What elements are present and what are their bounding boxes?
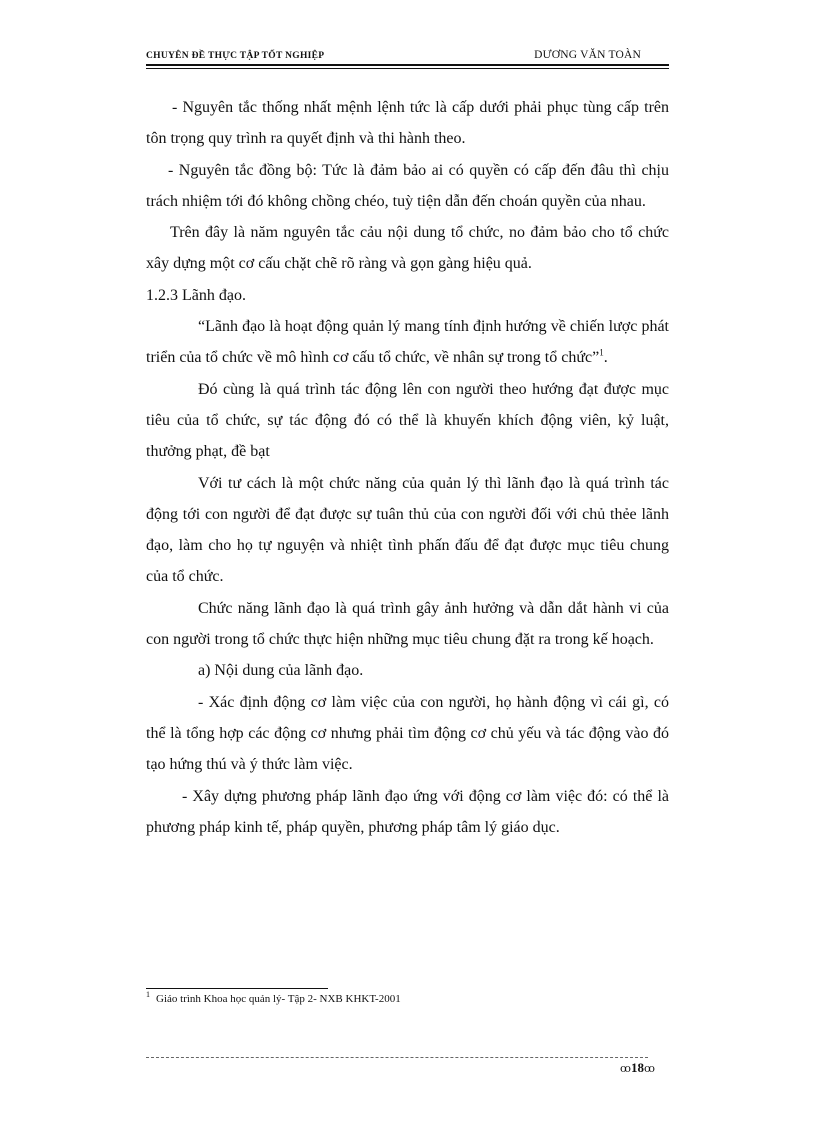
paragraph-sync-principle: - Nguyên tắc đồng bộ: Tức là đảm bảo ai có quyền có cấp đến đâu thì chịu trách nhiệm tới đó không chồng chéo, tuỳ tiện dẫn đến choán quyền của nhau.	[146, 161, 669, 210]
section-heading: 1.2.3 Lãnh đạo.	[146, 286, 246, 304]
paragraph-unity-principle: - Nguyên tắc thống nhất mệnh lệnh tức là cấp dưới phải phục tùng cấp trên tôn trọng quy trình ra quyết định và thi hành theo.	[146, 99, 669, 148]
subheading-content: a) Nội dung của lãnh đạo.	[198, 662, 364, 680]
header-author: DƯƠNG VĂN TOÀN	[534, 49, 641, 61]
footnote-mark: 1	[146, 990, 150, 1000]
ornament-right-icon: ꝏ	[644, 1063, 655, 1075]
footnote-ref: 1	[599, 348, 604, 359]
header-title: CHUYÊN ĐỀ THỰC TẬP TỐT NGHIỆP	[146, 51, 325, 61]
definition-text: “Lãnh đạo là hoạt động quản lý mang tính định hướng về chiến lược phát triển của tổ chức về mô hình cơ cấu tổ chức, về nhân sự trong tổ chức”	[146, 318, 669, 367]
ornament-left-icon: ꝏ	[620, 1063, 631, 1075]
paragraph-process: Đó cùng là quá trình tác động lên con người theo hướng đạt được mục tiêu của tổ chức, sự tác động đó có thể là khuyến khích động viên, kỷ luật, thưởng phạt, đề bạt	[146, 380, 669, 461]
paragraph-methods: - Xây dựng phương pháp lãnh đạo ứng với động cơ làm việc đó: có thể là phương pháp kinh tế, pháp quyền, phương pháp tâm lý giáo dục.	[146, 787, 669, 836]
page-header	[146, 46, 669, 66]
paragraph-motivation: - Xác định động cơ làm việc của con người, họ hành động vì cái gì, có thể là tổng hợp các động cơ nhưng phải tìm động cơ chủ yếu và tác động vào đó tạo hứng thú và ý thức làm việc.	[146, 693, 669, 774]
paragraph-summary: Trên đây là năm nguyên tắc cảu nội dung tổ chức, no đảm bảo cho tổ chức xây dựng một cơ cấu chặt chẽ rõ ràng và gọn gàng hiệu quả.	[146, 224, 669, 273]
footnote-rule	[146, 988, 328, 989]
header-rule-thick	[146, 64, 669, 66]
footer-rule	[146, 1057, 648, 1058]
page-number	[620, 1060, 655, 1076]
paragraph-function: Với tư cách là một chức năng của quản lý thì lãnh đạo là quá trình tác động tới con người để đạt được sự tuân thủ của con người đối với chủ thẻe lãnh đạo, làm cho họ tự nguyện và nhiệt tình phấn đấu để đạt được mục tiêu chung của tổ chức.	[146, 474, 669, 586]
footnote-text: Giáo trình Khoa học quản lý- Tập 2- NXB KHKT-2001	[156, 993, 401, 1005]
footnote	[146, 990, 401, 1005]
page-number-value: 18	[631, 1060, 644, 1075]
paragraph-leadership-function: Chức năng lãnh đạo là quá trình gây ảnh hưởng và dẫn dắt hành vi của con người trong tổ chức thực hiện những mục tiêu chung đặt ra trong kế hoạch.	[146, 599, 669, 649]
paragraph-definition: “Lãnh đạo là hoạt động quản lý mang tính định hướng về chiến lược phát triển của tổ chức về mô hình cơ cấu tổ chức, về nhân sự trong tổ chức”$^1$.	[146, 318, 669, 367]
page-body	[146, 92, 669, 843]
header-rule-thin	[146, 68, 669, 69]
